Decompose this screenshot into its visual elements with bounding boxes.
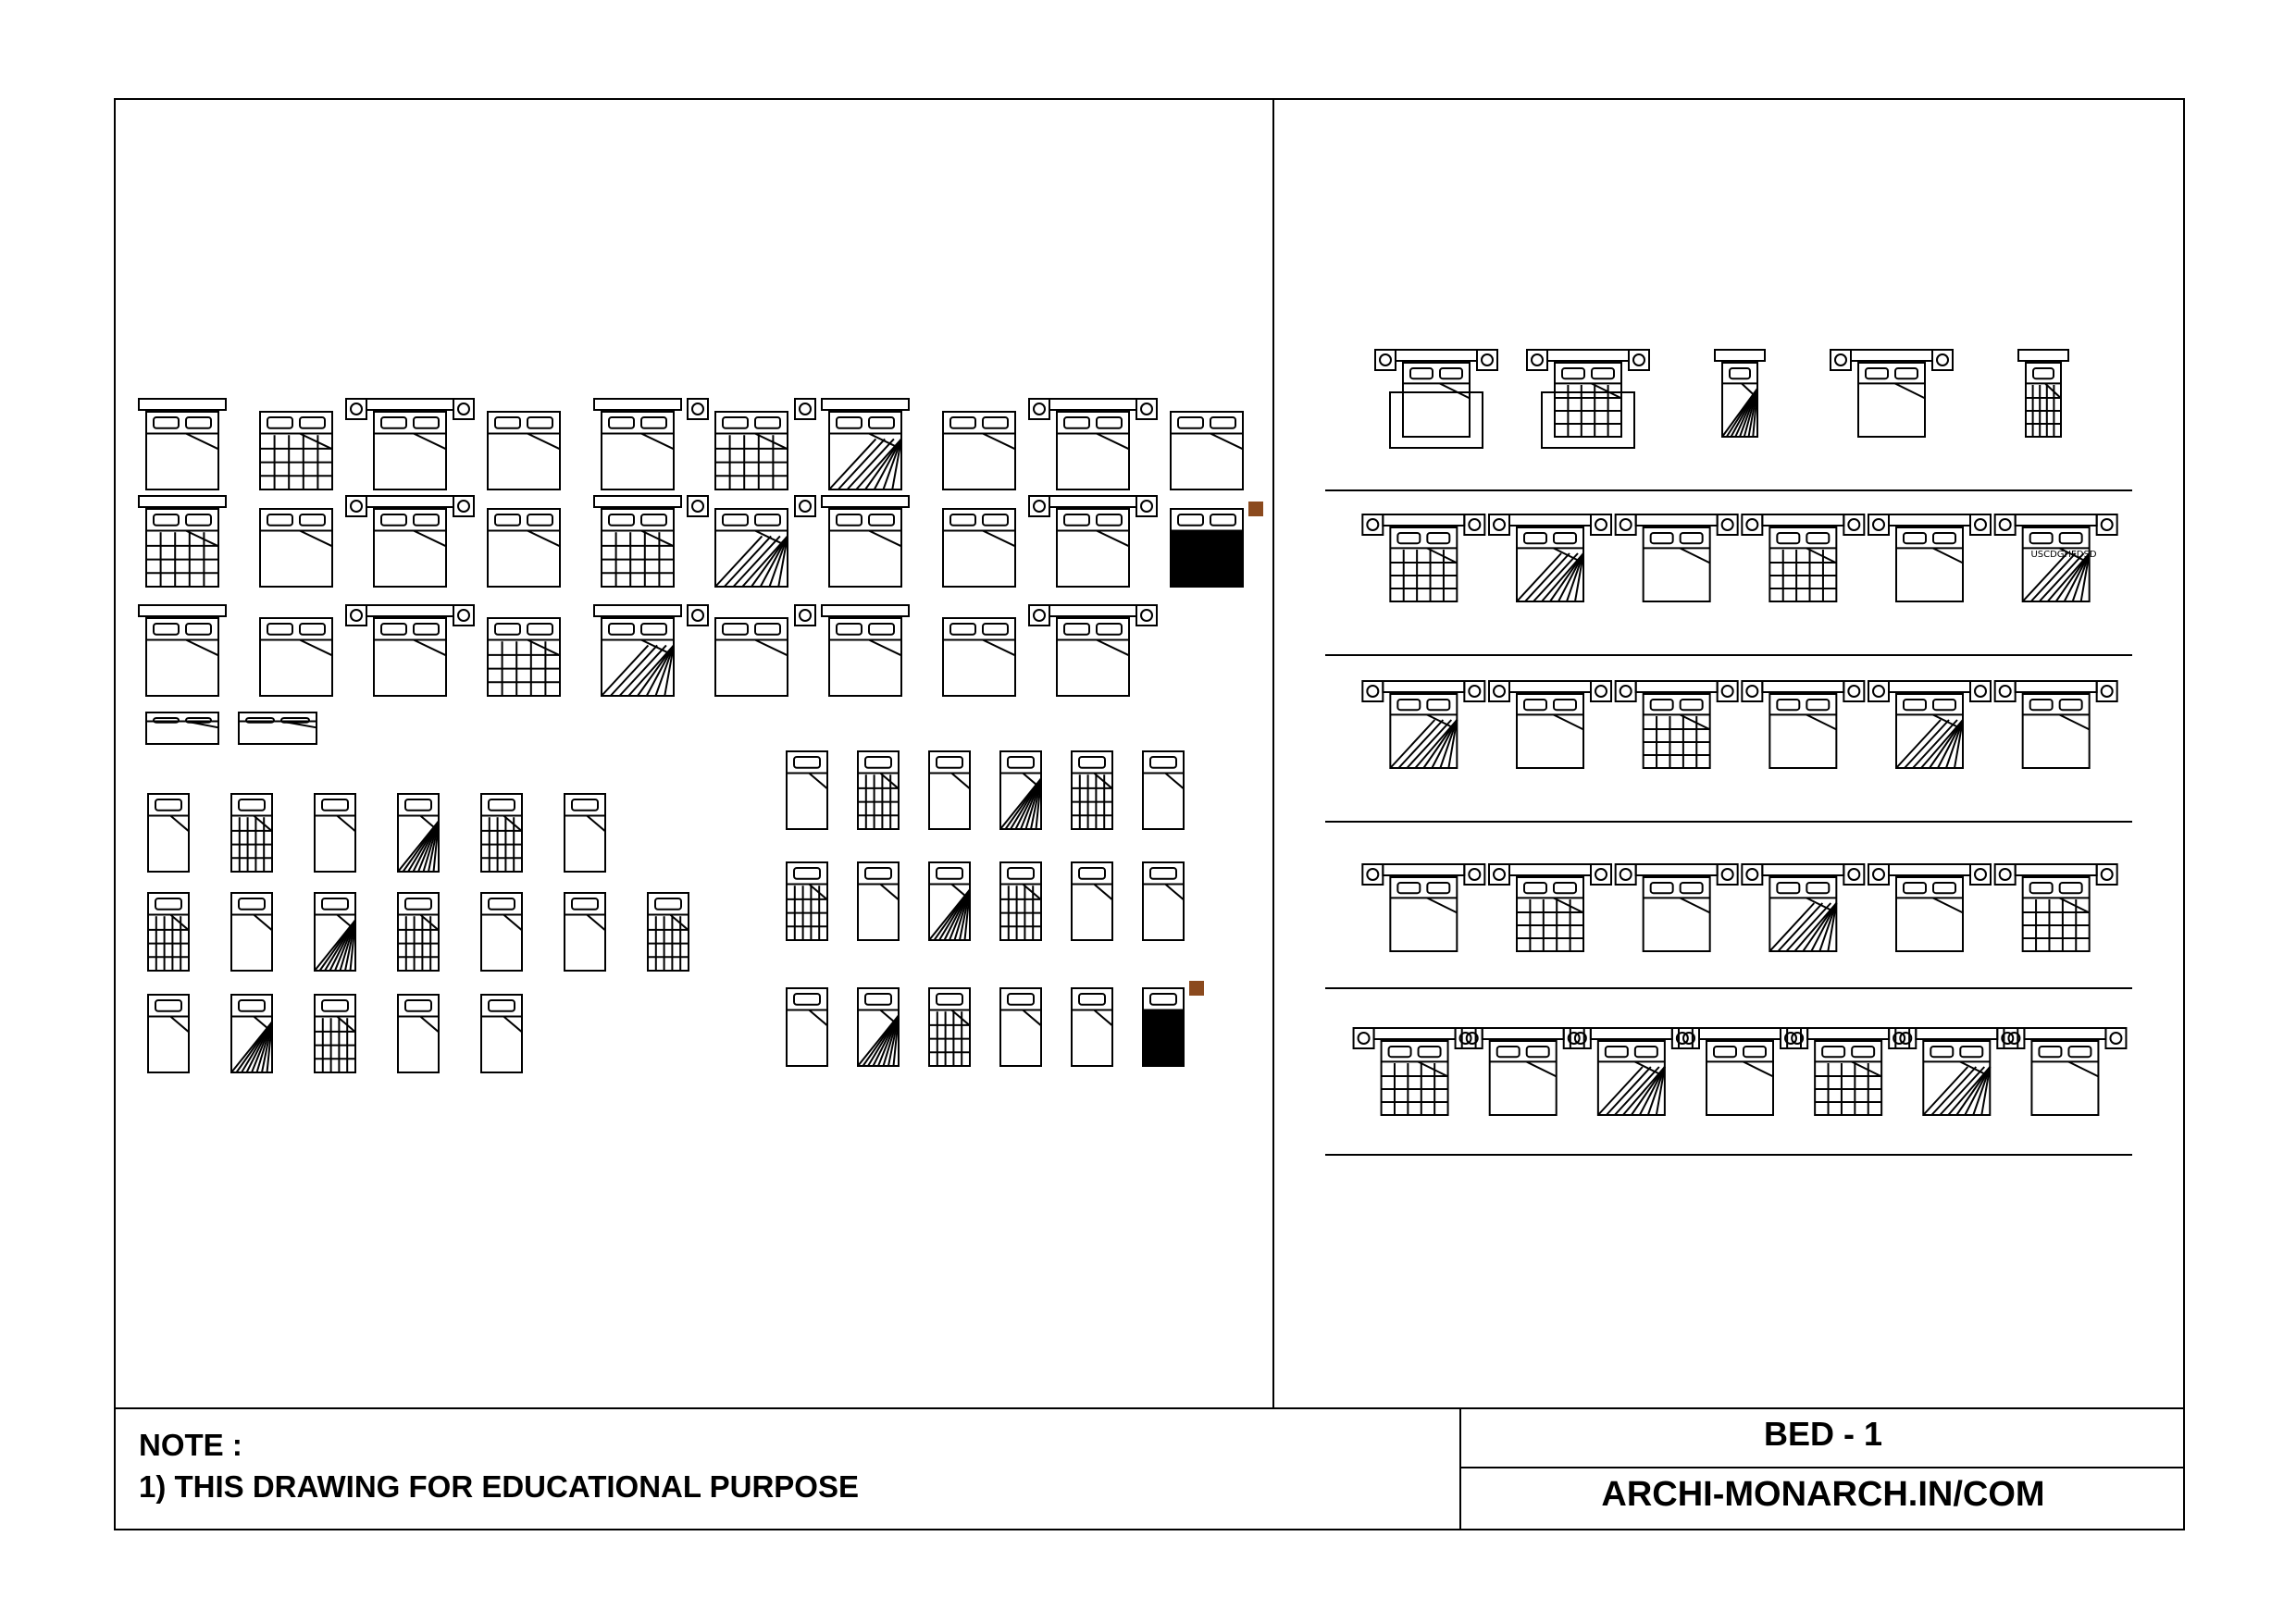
single-bed-symbol xyxy=(148,794,189,872)
right-bed-symbol xyxy=(1995,864,2117,951)
single-bed-symbol xyxy=(481,794,522,872)
right-bed-symbol xyxy=(1489,514,1611,601)
double-bed-symbol xyxy=(943,412,1015,489)
right-bed-symbol xyxy=(1375,350,1497,448)
right-bed-symbol xyxy=(1570,1028,1693,1115)
single-bed-symbol xyxy=(787,988,827,1066)
day-bed-elevation xyxy=(239,712,316,744)
single-bed-symbol xyxy=(929,751,970,829)
double-bed-symbol xyxy=(139,605,226,696)
double-bed-symbol xyxy=(594,605,681,696)
right-bed-symbol xyxy=(1616,681,1738,768)
day-bed-elevation xyxy=(146,712,218,744)
right-bed-symbol xyxy=(1868,514,1991,601)
single-bed-symbol xyxy=(929,862,970,940)
single-bed-symbol xyxy=(398,995,439,1072)
right-bed-symbol xyxy=(1679,1028,1801,1115)
right-bed-symbol xyxy=(1489,864,1611,951)
single-bed-symbol xyxy=(315,794,355,872)
double-bed-symbol xyxy=(139,399,226,489)
note-block xyxy=(139,1425,859,1507)
right-bed-symbol xyxy=(1527,350,1649,448)
double-bed-symbol xyxy=(688,399,815,489)
single-bed-symbol xyxy=(231,995,272,1072)
double-bed-symbol xyxy=(1029,605,1157,696)
single-bed-symbol xyxy=(148,995,189,1072)
double-bed-symbol xyxy=(822,496,909,587)
single-bed-symbol xyxy=(231,794,272,872)
right-bed-symbol xyxy=(1462,1028,1584,1115)
single-bed-symbol xyxy=(1143,862,1184,940)
double-bed-symbol xyxy=(943,618,1015,696)
right-bed-symbol xyxy=(1742,864,1864,951)
right-bed-symbol xyxy=(1616,864,1738,951)
right-bed-symbol xyxy=(1868,864,1991,951)
single-bed-symbol xyxy=(858,988,899,1066)
single-bed-symbol xyxy=(787,862,827,940)
right-bed-symbol xyxy=(1362,864,1484,951)
right-bed-symbol xyxy=(1362,514,1484,601)
single-bed-symbol xyxy=(1000,862,1041,940)
single-bed-symbol xyxy=(565,794,605,872)
double-bed-symbol xyxy=(260,509,332,587)
single-bed-symbol xyxy=(1000,751,1041,829)
double-bed-symbol xyxy=(260,412,332,489)
double-bed-symbol xyxy=(594,399,681,489)
single-bed-symbol xyxy=(481,893,522,971)
double-bed-symbol xyxy=(688,496,815,587)
bed-label-text: USCDGHFDSD xyxy=(2030,550,2097,560)
right-bed-symbol xyxy=(1742,681,1864,768)
single-bed-symbol xyxy=(148,893,189,971)
single-bed-symbol xyxy=(1143,981,1204,1066)
double-bed-symbol xyxy=(488,509,560,587)
single-bed-symbol xyxy=(858,862,899,940)
double-bed-symbol xyxy=(1029,496,1157,587)
double-bed-symbol xyxy=(346,399,474,489)
right-bed-symbol xyxy=(1995,681,2117,768)
right-bed-symbol xyxy=(1715,350,1765,437)
website-label: ARCHI-MONARCH.IN/COM xyxy=(1601,1475,2045,1514)
right-bed-symbol xyxy=(1831,350,1953,437)
single-bed-symbol xyxy=(787,751,827,829)
double-bed-symbol xyxy=(346,605,474,696)
right-bed-symbol xyxy=(2004,1028,2126,1115)
right-bed-symbol xyxy=(1742,514,1864,601)
single-bed-symbol xyxy=(231,893,272,971)
drawing-title: BED - 1 xyxy=(1763,1415,1883,1453)
single-bed-symbol xyxy=(1000,988,1041,1066)
double-bed-symbol xyxy=(1029,399,1157,489)
double-bed-symbol xyxy=(594,496,681,587)
double-bed-symbol xyxy=(1171,502,1263,587)
double-bed-symbol xyxy=(1171,412,1243,489)
right-bed-symbol xyxy=(2018,350,2068,437)
single-bed-symbol xyxy=(1143,751,1184,829)
single-bed-symbol xyxy=(398,893,439,971)
double-bed-symbol xyxy=(346,496,474,587)
double-bed-symbol xyxy=(822,605,909,696)
note-line: 1) THIS DRAWING FOR EDUCATIONAL PURPOSE xyxy=(139,1468,859,1504)
right-bed-symbol xyxy=(1489,681,1611,768)
right-bed-symbol xyxy=(1354,1028,1476,1115)
right-bed-symbol xyxy=(1362,681,1484,768)
single-bed-symbol xyxy=(481,995,522,1072)
single-bed-symbol xyxy=(315,995,355,1072)
right-bed-symbol xyxy=(1895,1028,2017,1115)
single-bed-symbol xyxy=(1072,988,1112,1066)
double-bed-symbol xyxy=(822,399,909,489)
bed-symbol-library xyxy=(139,350,2126,1115)
double-bed-symbol xyxy=(488,618,560,696)
double-bed-symbol xyxy=(488,412,560,489)
single-bed-symbol xyxy=(1072,862,1112,940)
single-bed-symbol xyxy=(648,893,689,971)
right-row-separators xyxy=(1325,490,2132,1155)
single-bed-symbol xyxy=(398,794,439,872)
double-bed-symbol xyxy=(688,605,815,696)
double-bed-symbol xyxy=(260,618,332,696)
right-bed-symbol xyxy=(1868,681,1991,768)
right-bed-symbol xyxy=(1787,1028,1909,1115)
single-bed-symbol xyxy=(565,893,605,971)
double-bed-symbol xyxy=(943,509,1015,587)
right-bed-symbol xyxy=(1616,514,1738,601)
single-bed-symbol xyxy=(315,893,355,971)
single-bed-symbol xyxy=(1072,751,1112,829)
single-bed-symbol xyxy=(929,988,970,1066)
single-bed-symbol xyxy=(858,751,899,829)
note-heading: NOTE : xyxy=(139,1428,242,1462)
double-bed-symbol xyxy=(139,496,226,587)
